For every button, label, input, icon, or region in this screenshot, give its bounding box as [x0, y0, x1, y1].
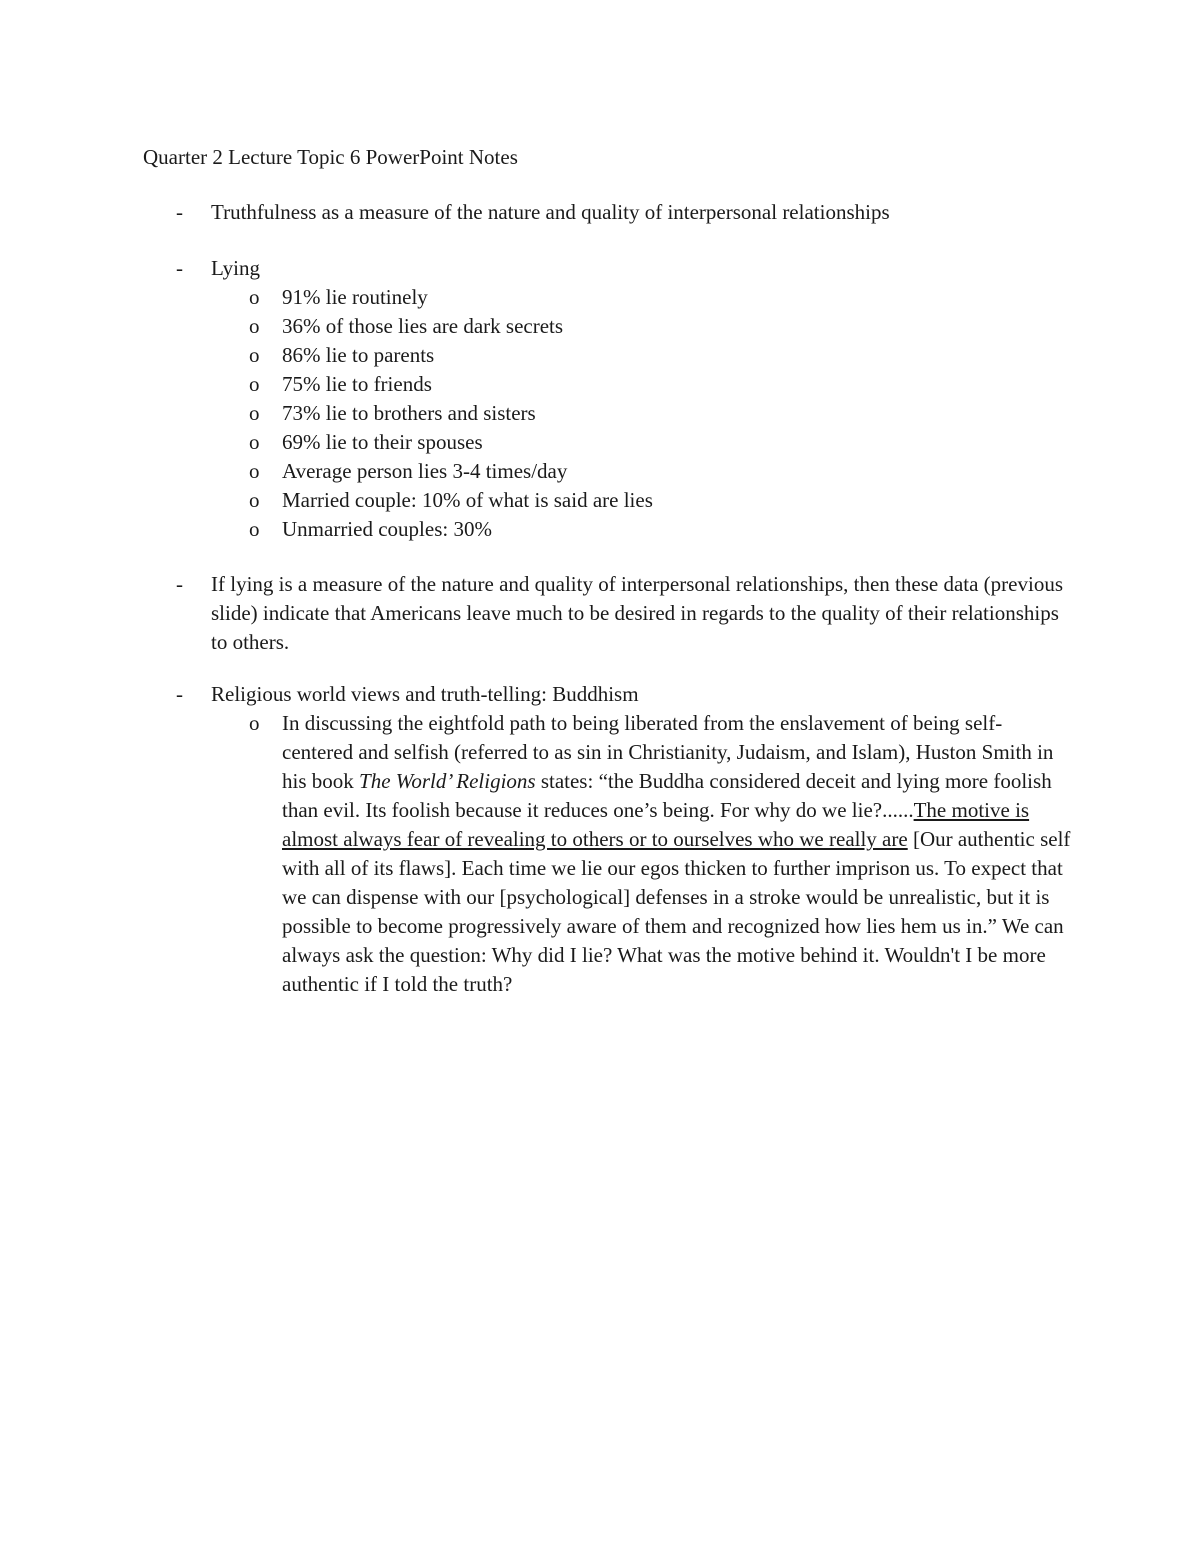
bullet-truthfulness: [143, 198, 1073, 227]
dash-marker: -: [176, 682, 183, 706]
list-item-text: 91% lie routinely: [282, 285, 428, 309]
circle-marker: o: [249, 488, 260, 512]
list-item: [211, 486, 1073, 515]
book-title: The World’ Religions: [359, 769, 536, 793]
bullet-lying-measure: [143, 570, 1073, 657]
document-title: Quarter 2 Lecture Topic 6 PowerPoint Notes: [143, 145, 518, 169]
dash-marker: -: [176, 200, 183, 224]
list-item-text: 86% lie to parents: [282, 343, 435, 367]
circle-marker: o: [249, 459, 260, 483]
bullet-text: Lying: [211, 256, 261, 280]
list-item: [211, 457, 1073, 486]
circle-marker: o: [249, 430, 260, 454]
dash-marker: -: [176, 572, 183, 596]
list-item-text: 73% lie to brothers and sisters: [282, 401, 536, 425]
list-item-text: 75% lie to friends: [282, 372, 432, 396]
circle-marker: o: [249, 314, 260, 338]
list-item: [211, 370, 1073, 399]
list-item-text: Average person lies 3-4 times/day: [282, 459, 568, 483]
list-item: [211, 283, 1073, 312]
quote-text-part2: states: “the Buddha considered deceit and lying more foolish than evil. Its foolish because it reduces one’s being. For why do we lie?......: [282, 769, 1052, 822]
list-item: [211, 399, 1073, 428]
circle-marker: o: [249, 711, 260, 735]
bullet-buddhism: [143, 680, 1073, 999]
list-item: [211, 341, 1073, 370]
list-item: [211, 515, 1073, 544]
dash-marker: -: [176, 256, 183, 280]
list-item: [211, 428, 1073, 457]
bullet-lying: [143, 254, 1073, 544]
list-item: [211, 312, 1073, 341]
circle-marker: o: [249, 372, 260, 396]
circle-marker: o: [249, 343, 260, 367]
bullet-text: Religious world views and truth-telling: Buddhism: [211, 682, 639, 706]
lying-statistics-list: [211, 283, 1073, 544]
quote-paragraph: [211, 709, 1073, 999]
bullet-text: Truthfulness as a measure of the nature and quality of interpersonal relationships: [211, 200, 890, 224]
buddhism-sub-list: [211, 709, 1073, 999]
list-item-text: Unmarried couples: 30%: [282, 517, 492, 541]
circle-marker: o: [249, 401, 260, 425]
circle-marker: o: [249, 517, 260, 541]
list-item-text: Married couple: 10% of what is said are lies: [282, 488, 653, 512]
list-item-text: 36% of those lies are dark secrets: [282, 314, 564, 338]
circle-marker: o: [249, 285, 260, 309]
underlined-quote: The motive is almost always fear of revealing to others or to ourselves who we really are: [282, 798, 1030, 851]
list-item-text: 69% lie to their spouses: [282, 430, 483, 454]
bullet-text: If lying is a measure of the nature and quality of interpersonal relationships, then these data (previous slide) indicate that Americans leave much to be desired in regards to the quality of their relationships to others.: [211, 572, 1063, 654]
quote-text-part1: In discussing the eightfold path to being liberated from the enslavement of being self-centered and selfish (referred to as sin in Christianity, Judaism, and Islam), Huston Smith in his book: [282, 711, 1054, 793]
quote-text-part3: [Our authentic self with all of its flaws]. Each time we lie our egos thicken to further imprison us. To expect that we can dispense with our [psychological] defenses in a stroke would be unrealistic, but it is possible to become progressively aware of them and recognized how lies hem us in.” We can always ask the question: Why did I lie? What was the motive behind it. Wouldn't I be more authentic if I told the truth?: [282, 827, 1071, 996]
